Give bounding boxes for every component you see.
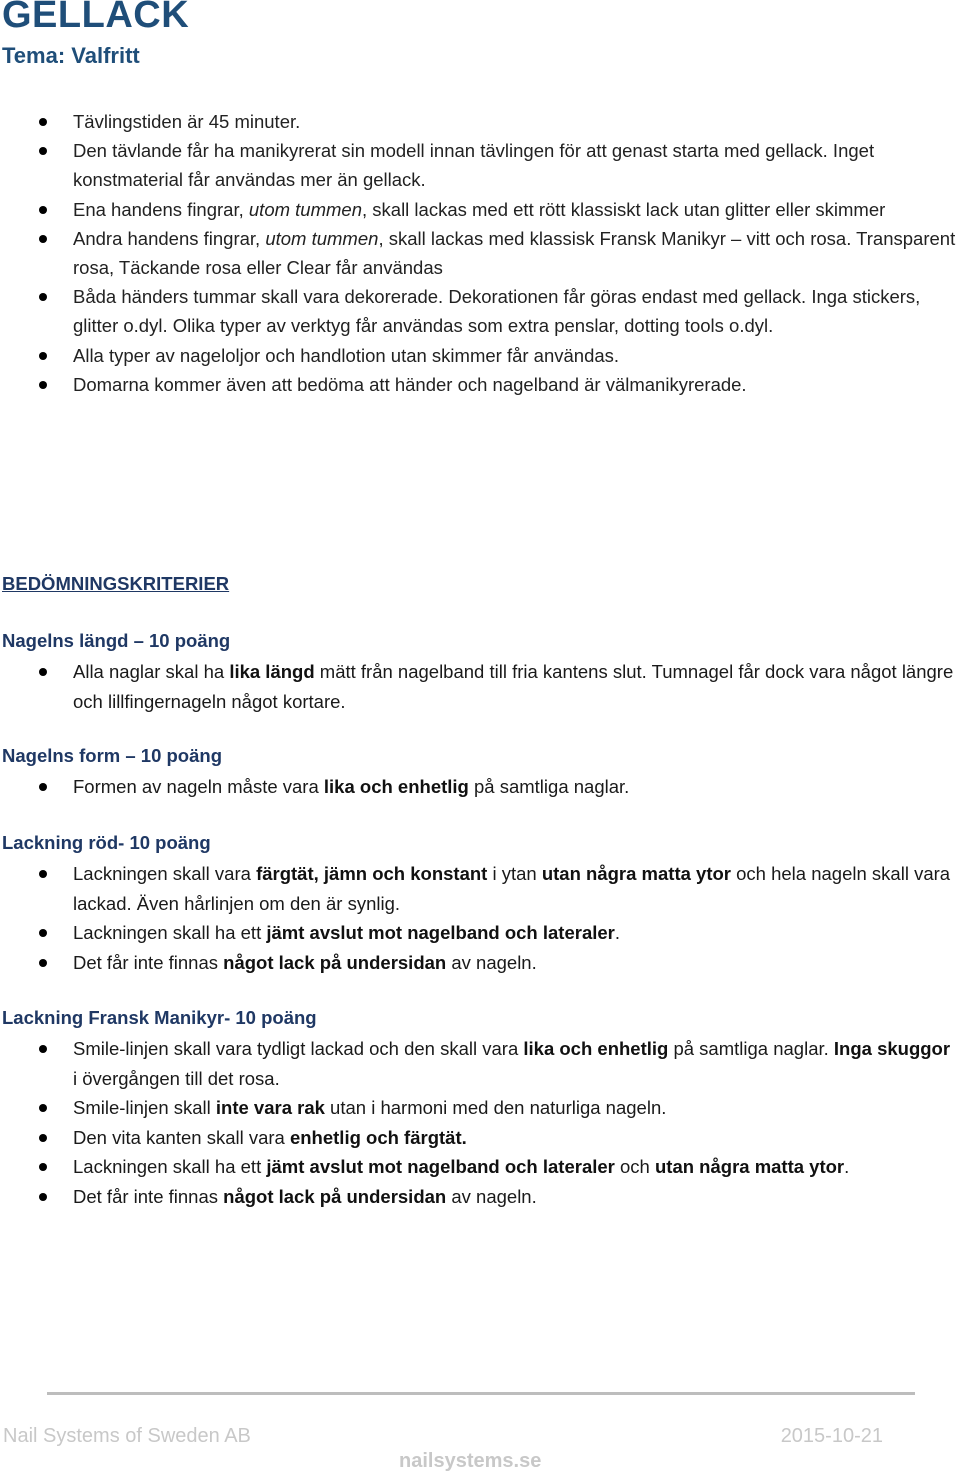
list-item: Domarna kommer även att bedöma att händer och nagelband är välmanikyrerade. — [0, 370, 960, 399]
list-item: Den vita kanten skall vara enhetlig och färgtät. — [0, 1123, 960, 1153]
list-item: Det får inte finnas något lack på undersidan av nageln. — [0, 1182, 960, 1212]
list-item: Den tävlande får ha manikyrerat sin modell innan tävlingen för att genast starta med gellack. Inget konstmaterial får användas mer än gellack. — [0, 136, 960, 194]
criteria-title: BEDÖMNINGSKRITERIER — [2, 573, 230, 594]
footer-company: Nail Systems of Sweden AB — [3, 1425, 251, 1447]
footer-divider — [47, 1392, 915, 1395]
section-list — [0, 859, 960, 977]
section-heading: Nagelns längd – 10 poäng — [2, 630, 231, 651]
section-heading: Lackning Fransk Manikyr- 10 poäng — [2, 1007, 317, 1028]
document-title: GELLACK — [2, 0, 190, 36]
section-list — [0, 772, 960, 802]
document-theme: Tema: Valfritt — [2, 43, 140, 68]
list-item: Lackningen skall ha ett jämt avslut mot nagelband och lateraler. — [0, 918, 960, 948]
list-item: Alla naglar skal ha lika längd mätt från nagelband till fria kantens slut. Tumnagel får dock vara något längre och lillfingernageln något kortare. — [0, 657, 960, 716]
list-item: Smile-linjen skall inte vara rak utan i harmoni med den naturliga nageln. — [0, 1093, 960, 1123]
list-item: Båda händers tummar skall vara dekorerade. Dekorationen får göras endast med gellack. Inga stickers, glitter o.dyl. Olika typer av verktyg får användas som extra penslar, dotting tools o.dyl. — [0, 282, 960, 340]
list-item: Formen av nageln måste vara lika och enhetlig på samtliga naglar. — [0, 772, 960, 802]
footer-date: 2015-10-21 — [780, 1425, 883, 1447]
footer-website[interactable]: nailsystems.se — [399, 1450, 542, 1472]
list-item: Tävlingstiden är 45 minuter. — [0, 107, 960, 136]
list-item: Lackningen skall vara färgtät, jämn och konstant i ytan utan några matta ytor och hela nageln skall vara lackad. Även hårlinjen om den är synlig. — [0, 859, 960, 918]
list-item: Alla typer av nageloljor och handlotion utan skimmer får användas. — [0, 341, 960, 370]
list-item: Smile-linjen skall vara tydligt lackad och den skall vara lika och enhetlig på samtliga naglar. Inga skuggor i övergången till det rosa. — [0, 1034, 960, 1093]
list-item: Ena handens fingrar, utom tummen, skall lackas med ett rött klassiskt lack utan glitter eller skimmer — [0, 195, 960, 224]
list-item: Det får inte finnas något lack på undersidan av nageln. — [0, 948, 960, 978]
section-heading: Lackning röd- 10 poäng — [2, 832, 211, 853]
intro-list — [0, 107, 960, 399]
section-list — [0, 657, 960, 716]
section-heading: Nagelns form – 10 poäng — [2, 745, 222, 766]
list-item: Lackningen skall ha ett jämt avslut mot nagelband och lateraler och utan några matta ytor. — [0, 1152, 960, 1182]
list-item: Andra handens fingrar, utom tummen, skall lackas med klassisk Fransk Manikyr – vitt och rosa. Transparent rosa, Täckande rosa eller Clear får användas — [0, 224, 960, 282]
section-list — [0, 1034, 960, 1211]
